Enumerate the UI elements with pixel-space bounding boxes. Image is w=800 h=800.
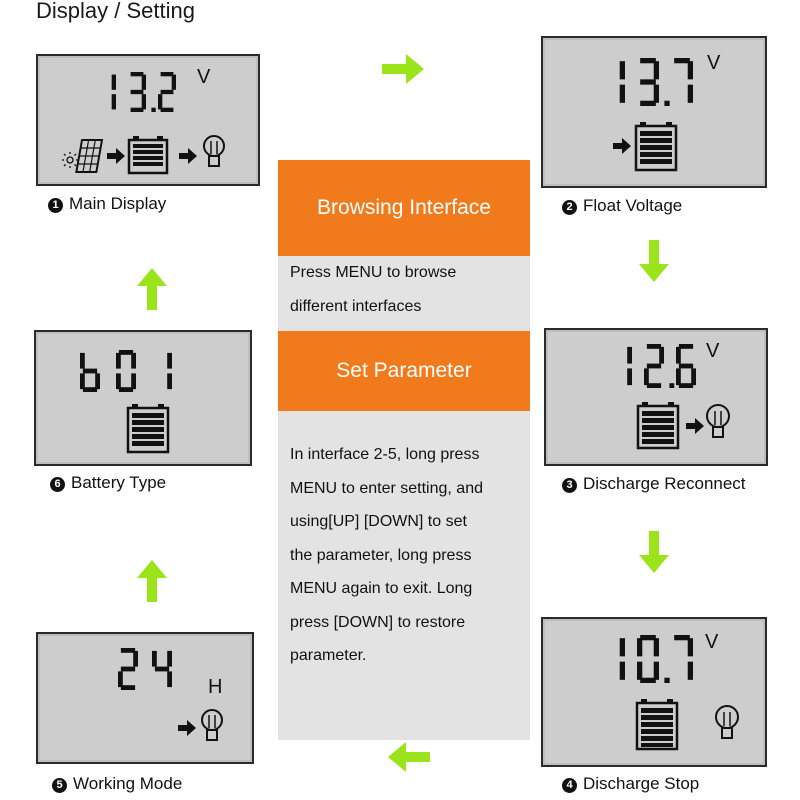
lcd-segment [161,108,174,112]
lcd-digit [152,651,172,687]
flow-arrow-up-icon [137,560,167,602]
lcd-digit [80,353,100,392]
arrow-right-icon [179,148,197,164]
lcd-digit [620,61,625,103]
label-text: Working Mode [73,774,183,793]
lcd-segment [620,61,625,79]
lcd-digit [627,347,632,385]
instruction-panel [278,160,530,740]
lcd-segment [640,101,656,106]
lcd-segment [167,651,172,667]
lcd-segment [647,364,661,369]
flow-arrow-up-icon [137,268,167,310]
lcd-segment [80,373,85,389]
lcd-segment [133,651,138,667]
flow-arrow-right-icon [382,54,424,84]
lcd-segment [654,61,659,79]
lcd-segment [647,344,661,349]
instruction-line: In interface 2-5, long press [290,446,480,463]
step-number: 6 [50,477,65,492]
lcd-segment [679,344,693,349]
lcd-digit [112,75,116,110]
lcd-segment [620,85,625,103]
lcd-segment [688,85,693,103]
lcd-segment [679,383,693,388]
label-discharge-reconnect [562,474,746,494]
arrow-right-icon [613,138,631,154]
lcd-segment [640,678,656,683]
set-parameter-instructions [290,438,526,673]
lcd-segment [640,58,656,63]
flow-arrow-left-icon [388,742,430,772]
lcd-segment [161,90,174,94]
lcd-segment [644,368,649,385]
digit-group [620,635,693,683]
unit-label: V [706,340,720,362]
battery-type-digits [36,332,250,464]
battery-type-screen [34,330,252,466]
decimal-point [664,101,669,106]
digit-group [118,648,172,690]
discharge-reconnect-screen [544,328,768,466]
lcd-segment [131,353,136,369]
battery-icon [637,699,677,749]
lcd-segment [121,648,135,653]
float-voltage-digits [543,38,765,186]
lcd-segment [691,368,696,385]
instruction-line: press [DOWN] to restore [290,613,466,631]
digit-group [627,344,696,388]
label-text: Main Display [69,194,167,213]
lcd-segment [95,373,100,389]
lcd-segment [116,353,121,369]
lcd-segment [627,347,632,364]
lcd-digit [676,344,696,388]
lcd-segment [167,353,172,369]
lcd-segment [119,387,133,392]
bulb-icon [707,405,729,437]
lcd-segment [118,671,123,687]
flow-arrow-down-icon [639,240,669,282]
lcd-segment [131,108,144,112]
battery-icon [128,404,168,452]
instruction-line: the parameter, long press [290,546,472,564]
lcd-digit [644,344,664,388]
lcd-segment [142,75,146,90]
lcd-digit [674,635,693,680]
bulb-icon [204,136,224,166]
lcd-segment [654,638,659,656]
lcd-segment [637,638,642,656]
bulb-icon [202,710,222,740]
page-title: Display / Setting [36,0,195,23]
lcd-digit [637,635,659,683]
step-number: 4 [562,778,577,793]
lcd-segment [654,662,659,680]
unit-label: V [707,52,721,74]
main-display-digits [38,56,258,184]
lcd-segment [142,94,146,109]
lcd-segment [155,667,169,672]
label-battery-type [50,473,166,493]
instruction-line: MENU to enter setting, and [290,479,483,497]
label-main-display [48,194,166,214]
lcd-digit [640,58,659,106]
solar-panel-icon [76,140,102,172]
battery-icon [638,402,678,448]
lcd-segment [112,75,116,90]
discharge-stop-digits [543,619,765,765]
lcd-segment [620,662,625,680]
digit-group [80,350,172,392]
sun-icon [62,152,78,168]
discharge-reconnect-digits [546,330,766,464]
lcd-segment [688,61,693,79]
label-working-mode [52,774,182,794]
lcd-segment [161,72,174,76]
lcd-segment [659,347,664,364]
lcd-digit [674,58,693,103]
step-number: 2 [562,200,577,215]
lcd-segment [131,72,144,76]
working-mode-screen [36,632,254,764]
lcd-segment [688,638,693,656]
unit-label: H [208,676,223,698]
lcd-segment [674,635,690,640]
lcd-segment [167,373,172,389]
instruction-line: parameter. [290,647,367,664]
label-discharge-stop [562,774,699,794]
lcd-segment [674,58,690,63]
browsing-instructions [290,256,526,324]
unit-label: V [705,631,719,653]
arrow-right-icon [686,418,704,434]
decimal-point [151,108,155,112]
lcd-digit [118,648,138,690]
instruction-line: using[UP] [DOWN] to set [290,513,467,530]
label-text: Discharge Stop [583,774,700,793]
bulb-icon [716,706,738,738]
step-number: 1 [48,198,63,213]
lcd-segment [640,635,656,640]
main-display-screen [36,54,260,186]
lcd-digit [158,72,176,112]
lcd-segment [627,368,632,385]
battery-icon [636,122,676,170]
lcd-segment [119,350,133,355]
lcd-digit [116,350,136,392]
instruction-line: Press MENU to browse [290,264,457,281]
lcd-segment [654,85,659,103]
lcd-digit [620,638,625,680]
float-voltage-screen [541,36,767,188]
lcd-digit [167,353,172,389]
discharge-stop-screen [541,617,767,767]
instruction-line: different interfaces [290,298,422,315]
label-text: Discharge Reconnect [583,474,746,493]
lcd-segment [637,662,642,680]
lcd-digit [131,72,146,112]
lcd-segment [116,373,121,389]
label-float-voltage [562,196,682,216]
lcd-segment [112,94,116,109]
lcd-segment [121,667,135,672]
lcd-segment [158,94,162,109]
lcd-segment [172,75,176,90]
instruction-line: MENU again to exit. Long [290,580,473,597]
step-number: 3 [562,478,577,493]
decimal-point [669,383,674,388]
lcd-segment [620,638,625,656]
label-text: Battery Type [71,473,167,492]
unit-label: V [197,66,211,88]
flow-arrow-down-icon [639,531,669,573]
lcd-segment [676,347,681,364]
browsing-interface-header: Browsing Interface [278,160,530,256]
step-number: 5 [52,778,67,793]
lcd-segment [167,671,172,687]
battery-icon [129,136,167,173]
arrow-right-icon [178,720,196,736]
lcd-segment [131,373,136,389]
lcd-segment [152,651,157,667]
lcd-segment [688,662,693,680]
lcd-segment [676,368,681,385]
decimal-point [664,678,669,683]
digit-group [112,72,176,112]
lcd-segment [679,364,693,369]
lcd-segment [640,79,656,84]
lcd-segment [647,383,661,388]
lcd-segment [83,369,97,374]
lcd-segment [131,90,144,94]
lcd-segment [83,387,97,392]
digit-group [620,58,693,106]
arrow-right-icon [107,148,125,164]
lcd-segment [80,353,85,369]
lcd-segment [121,685,135,690]
set-parameter-header: Set Parameter [278,331,530,411]
label-text: Float Voltage [583,196,683,215]
